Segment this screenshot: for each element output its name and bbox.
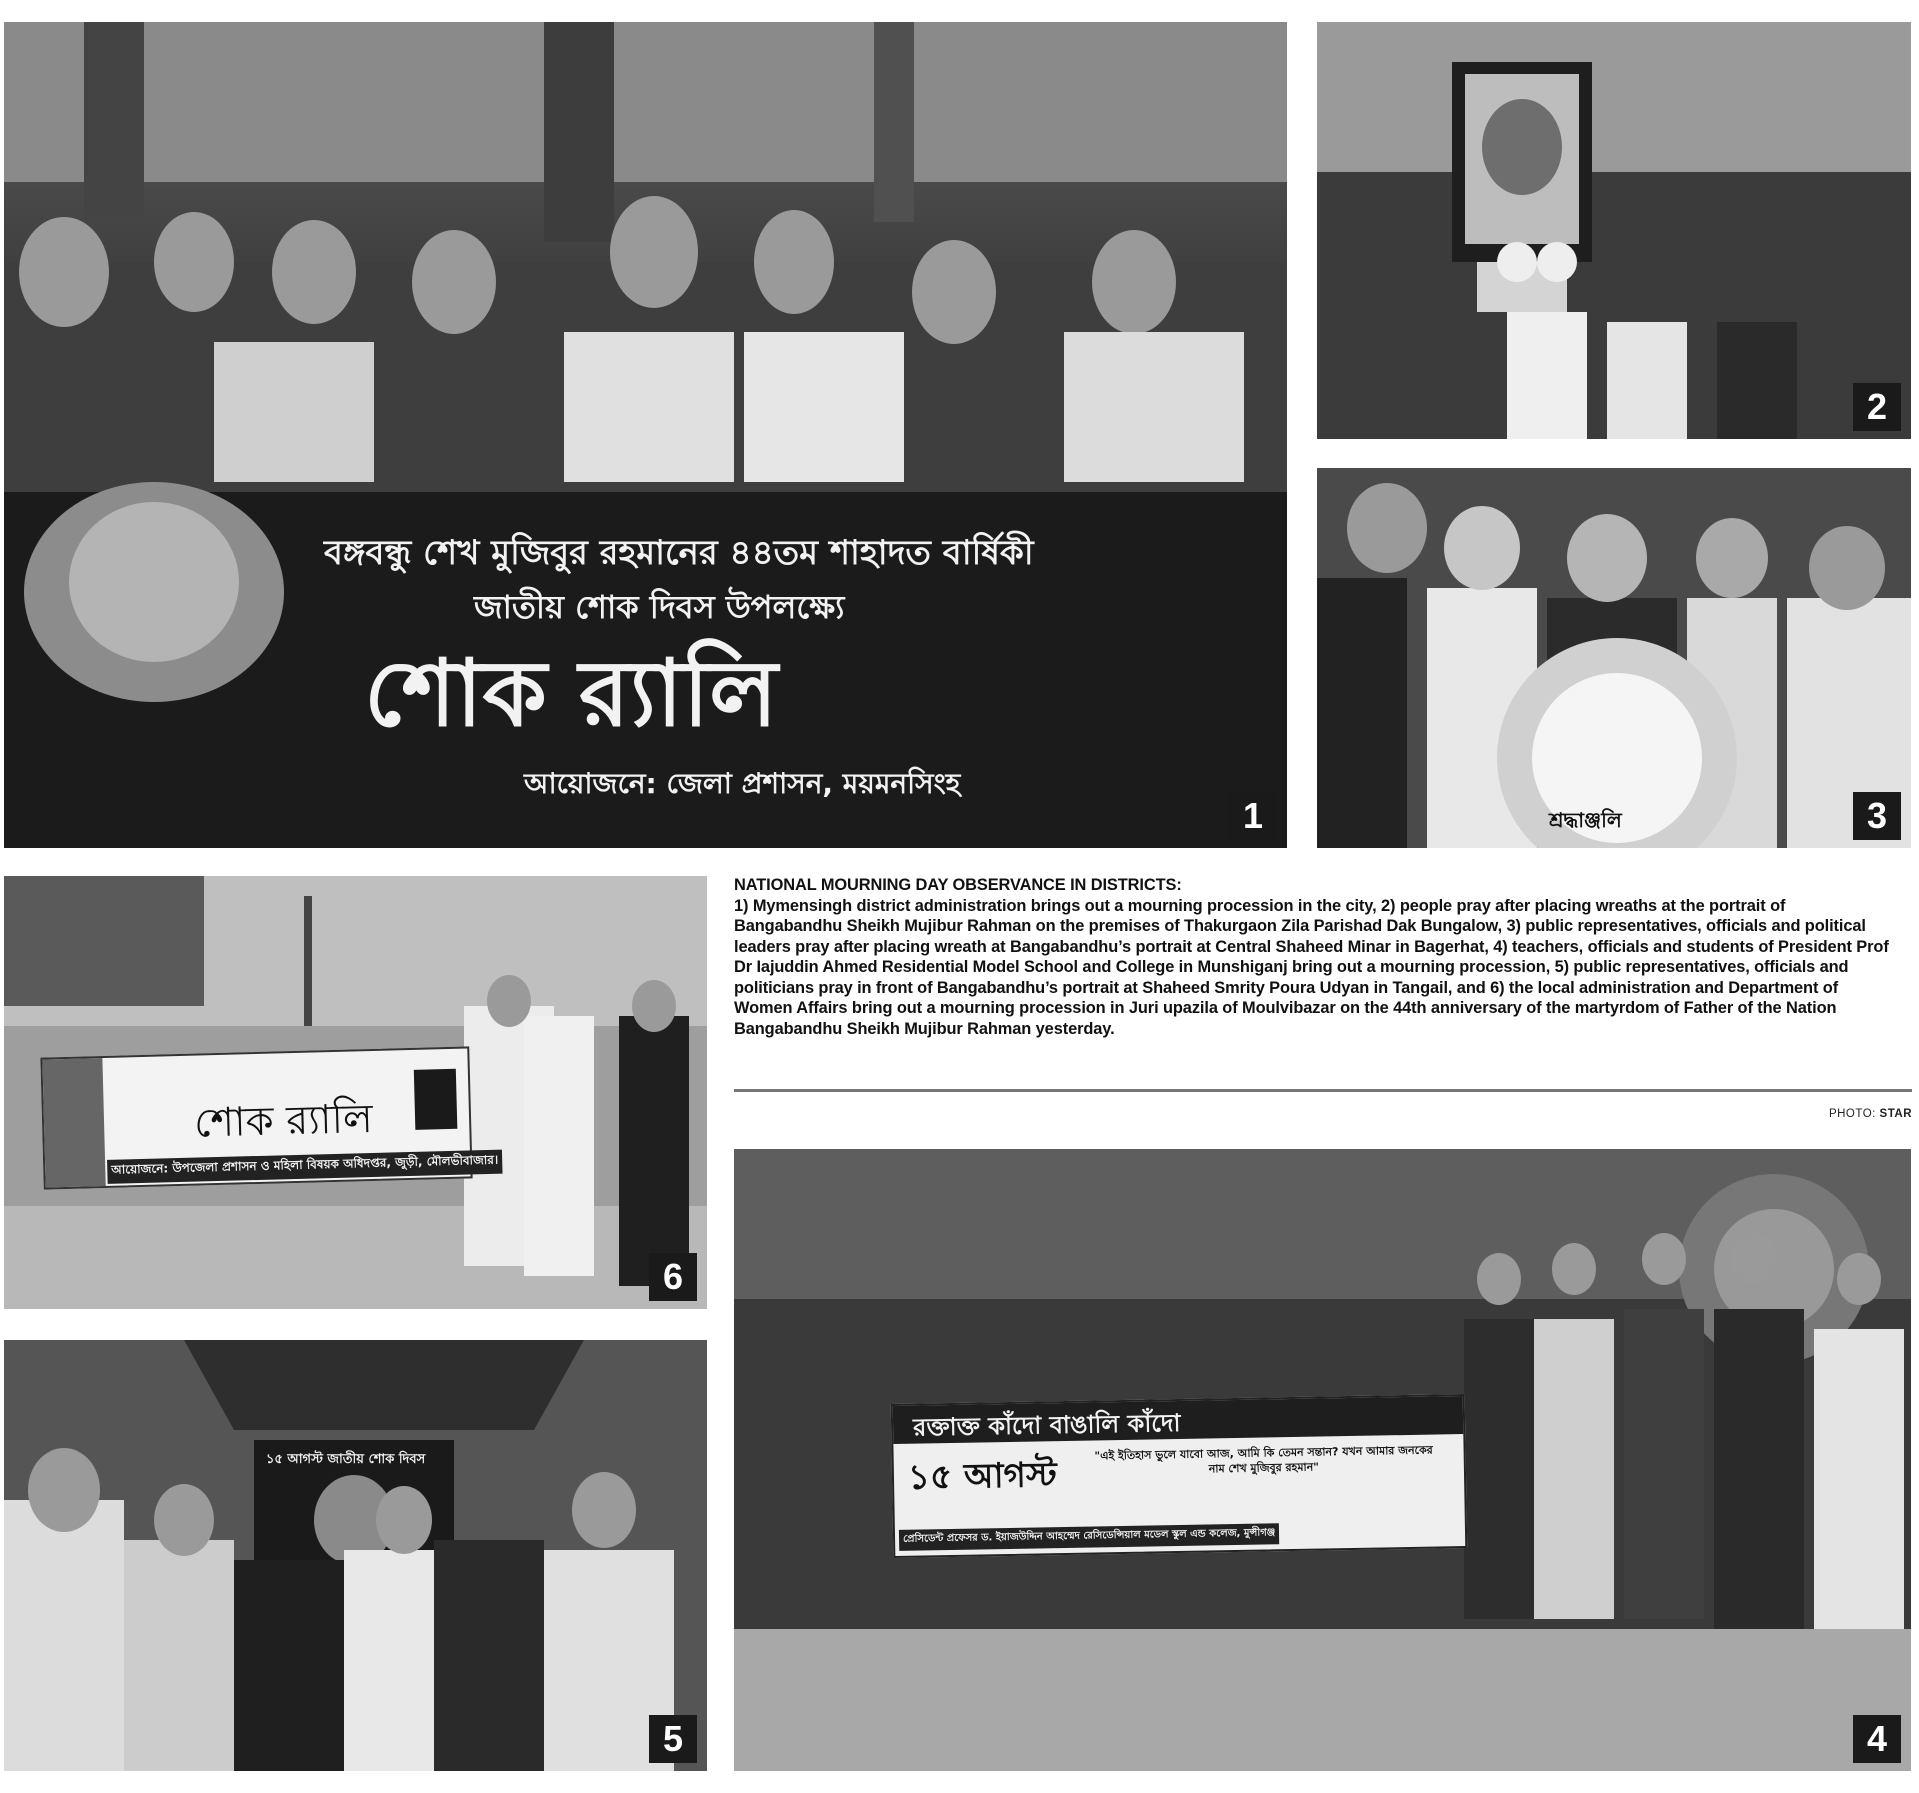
photo-4-banner-poem: "এই ইতিহাস ভুলে যাবো আজ, আমি কি তেমন সন্তান? যখন আমার জনকের নাম শেখ মুজিবুর রহমান" — [1094, 1443, 1433, 1476]
photo-4-banner-line1: রক্তাক্ত কাঁদো বাঙালি কাঁদো — [912, 1408, 1181, 1442]
caption-divider — [734, 1089, 1912, 1092]
photo-2-scene — [1317, 22, 1911, 439]
photo-5-number-badge: 5 — [649, 1715, 697, 1763]
photo-credit-label: PHOTO: — [1828, 1108, 1876, 1120]
photo-1-banner-main: শোক র‍্যালি — [364, 640, 778, 747]
photo-3-wreath-label: শ্রদ্ধাঞ্জলি — [1549, 808, 1622, 832]
photo-1-banner-organizer: আয়োজনে: জেলা প্রশাসন, ময়মনসিংহ — [524, 767, 961, 800]
photo-credit-source: STAR — [1879, 1108, 1912, 1120]
photo-1-number-badge: 1 — [1229, 792, 1277, 840]
caption-title: NATIONAL MOURNING DAY OBSERVANCE IN DISTRICTS: — [734, 876, 1182, 894]
photo-credit — [1829, 1108, 1912, 1120]
photo-4-banner-date: ১৫ আগস্ট — [907, 1455, 1058, 1498]
photo-4-number-badge: 4 — [1853, 1715, 1901, 1763]
photo-1-banner-line2: জাতীয় শোক দিবস উপলক্ষ্যে — [474, 588, 845, 626]
photo-4-banner — [891, 1394, 1468, 1558]
photo-5 — [4, 1340, 707, 1771]
photo-4 — [734, 1149, 1911, 1771]
photo-2-number-badge: 2 — [1853, 383, 1901, 431]
photo-6-banner — [40, 1046, 499, 1189]
photo-3-scene — [1317, 468, 1911, 848]
caption — [734, 875, 1892, 1039]
photo-6 — [4, 876, 707, 1309]
caption-body: 1) Mymensingh district administration brings out a mourning procession in the city, 2) people pray after placing wreaths at the portrait of Bangabandhu Sheikh Mujibur Rahman on the premises of Thakurgaon Zila Parishad Dak Bungalow, 3) public representatives, officials and political leaders pray after placing wreath at Bangabandhu’s portrait at Central Shaheed Minar in Bagerhat, 4) teachers, officials and students of President Prof Dr Iajuddin Ahmed Residential Model School and College in Munshiganj bring out a mourning procession, 5) public representatives, officials and politicians pray in front of Bangabandhu’s portrait at Shaheed Smrity Poura Udyan in Tangail, and 6) the local administration and Department of Women Affairs bring out a mourning procession in Juri upazila of Moulvibazar on the 44th anniversary of the martyrdom of Father of the Nation Bangabandhu Sheikh Mujibur Rahman yesterday. — [734, 896, 1889, 1038]
photo-6-banner-organizer: আয়োজনে: উপজেলা প্রশাসন ও মহিলা বিষয়ক অধিদপ্তর, জুড়ী, মৌলভীবাজার। — [107, 1150, 502, 1184]
photo-4-banner-org: প্রেসিডেন্ট প্রফেসর ড. ইয়াজউদ্দিন আহম্মেদ রেসিডেন্সিয়াল মডেল স্কুল এন্ড কলেজ, মুন্সীগঞ্জ — [899, 1523, 1280, 1551]
photo-1-banner-line1: বঙ্গবন্ধু শেখ মুজিবুর রহমানের ৪৪তম শাহাদত বার্ষিকী — [324, 533, 1034, 573]
photo-6-banner-main: শোক র‍্যালি — [193, 1095, 374, 1147]
photo-3-number-badge: 3 — [1853, 792, 1901, 840]
photo-3 — [1317, 468, 1911, 848]
photo-6-number-badge: 6 — [649, 1253, 697, 1301]
photo-5-board-top: ১৫ আগস্ট জাতীয় শোক দিবস — [266, 1452, 426, 1467]
photo-2 — [1317, 22, 1911, 439]
photo-5-scene — [4, 1340, 707, 1771]
photo-1 — [4, 22, 1287, 848]
